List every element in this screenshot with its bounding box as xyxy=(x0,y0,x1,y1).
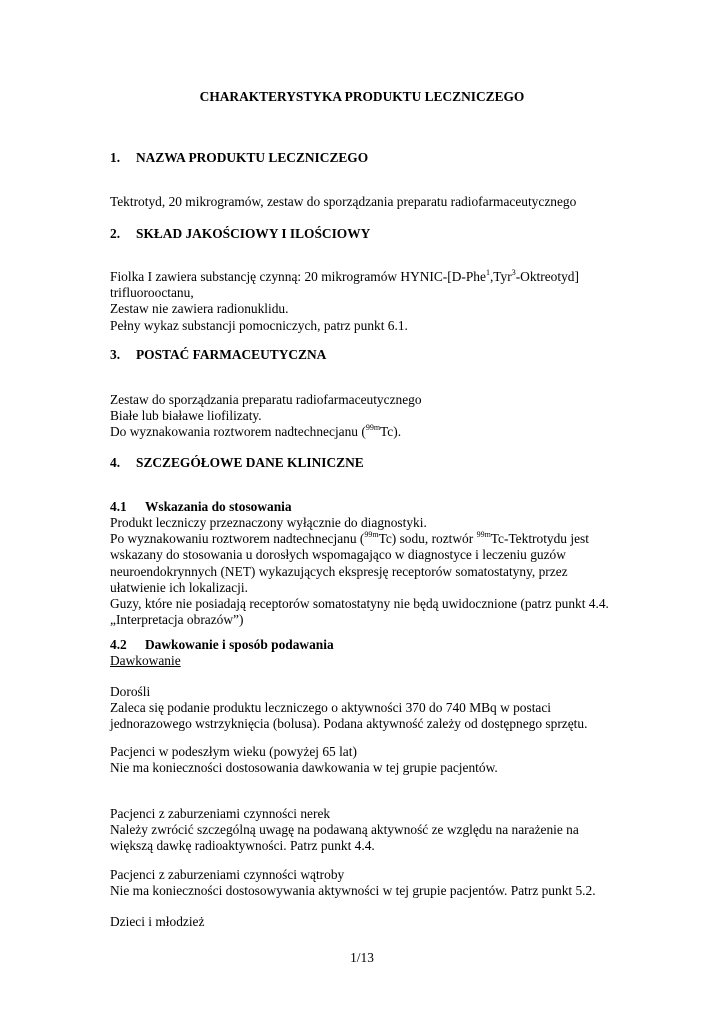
section-2-body xyxy=(110,269,579,334)
section-3-number: 3. xyxy=(110,347,121,362)
hepatic-label: Pacjenci z zaburzeniami czynności wątroby xyxy=(110,867,345,882)
section-2-line-4: Pełny wykaz substancji pomocniczych, patrz punkt 6.1. xyxy=(110,317,408,333)
section-4-1-line-2: Po wyznakowaniu roztworem nadtechnecjanu ($^{99m}$Tc) sodu, roztwór $^{99m}$Tc-Tektrotydu jest xyxy=(110,529,589,547)
section-4-1-body xyxy=(110,515,609,628)
section-2-line-3: Zestaw nie zawiera radionuklidu. xyxy=(110,301,289,317)
section-3-line-2: Białe lub białawe liofilizaty. xyxy=(110,408,262,424)
renal-label: Pacjenci z zaburzeniami czynności nerek xyxy=(110,806,331,821)
section-3-line-1: Zestaw do sporządzania preparatu radiofarmaceutycznego xyxy=(110,392,422,407)
elderly-block xyxy=(110,744,498,776)
section-4-2-number: 4.2 xyxy=(110,637,127,652)
elderly-label: Pacjenci w podeszłym wieku (powyżej 65 lat) xyxy=(110,744,357,759)
children-label: Dzieci i młodzież xyxy=(110,914,205,929)
section-2-line-2: trifluorooctanu, xyxy=(110,285,194,301)
elderly-line-1: Nie ma konieczności dostosowania dawkowania w tej grupie pacjentów. xyxy=(110,760,498,776)
document-title: CHARAKTERYSTYKA PRODUKTU LECZNICZEGO xyxy=(199,89,525,104)
hepatic-block xyxy=(110,867,596,899)
section-4-1-line-7: „Interpretacja obrazów”) xyxy=(110,612,244,628)
renal-line-1: Należy zwrócić szczególną uwagę na podawaną aktywność ze względu na narażenie na xyxy=(110,822,579,838)
section-4-1-line-4: neuroendokrynnych (NET) wykazujących ekspresję receptorów somatostatyny, przez xyxy=(110,563,568,579)
section-3-body xyxy=(110,392,422,441)
section-4-1-line-5: ułatwienie ich lokalizacji. xyxy=(110,579,248,595)
adults-block xyxy=(110,684,587,733)
section-4-number: 4. xyxy=(110,455,121,470)
section-2-line-1: Fiolka I zawiera substancję czynną: 20 mikrogramów HYNIC-[D-Phe$^1$,Tyr$^3$-Oktreotyd] xyxy=(110,267,579,284)
section-4-2-heading: Dawkowanie i sposób podawania xyxy=(145,637,334,652)
section-3-heading: POSTAĆ FARMACEUTYCZNA xyxy=(136,347,327,362)
section-4-1-number: 4.1 xyxy=(110,499,127,514)
page-number: 1/13 xyxy=(350,950,374,965)
hepatic-line-1: Nie ma konieczności dostosowywania aktywności w tej grupie pacjentów. Patrz punkt 5.2. xyxy=(110,883,596,899)
dawkowanie-subheading: Dawkowanie xyxy=(110,653,181,668)
section-1-heading: NAZWA PRODUKTU LECZNICZEGO xyxy=(136,150,369,165)
adults-line-2: jednorazowego wstrzyknięcia (bolusa). Podana aktywność zależy od dostępnego sprzętu. xyxy=(110,716,588,732)
renal-line-2: większą dawkę radioaktywności. Patrz punkt 4.4. xyxy=(110,838,375,854)
section-2-heading: SKŁAD JAKOŚCIOWY I ILOŚCIOWY xyxy=(136,226,371,241)
adults-label: Dorośli xyxy=(110,684,151,699)
section-2-number: 2. xyxy=(110,226,121,241)
renal-block xyxy=(110,806,579,855)
section-4-1-line-1: Produkt leczniczy przeznaczony wyłącznie do diagnostyki. xyxy=(110,515,427,530)
section-4-1-line-3: wskazany do stosowania u dorosłych wspomagająco w diagnostyce i leczeniu guzów xyxy=(110,547,566,563)
adults-line-1: Zaleca się podanie produktu leczniczego o aktywności 370 do 740 MBq w postaci xyxy=(110,700,552,716)
section-4-1-heading: Wskazania do stosowania xyxy=(145,499,292,514)
section-1-number: 1. xyxy=(110,150,121,165)
section-4-1-line-6: Guzy, które nie posiadają receptorów somatostatyny nie będą uwidocznione (patrz punkt 4.4. xyxy=(110,596,609,612)
section-1-text: Tektrotyd, 20 mikrogramów, zestaw do sporządzania preparatu radiofarmaceutycznego xyxy=(110,194,577,209)
section-4-heading: SZCZEGÓŁOWE DANE KLINICZNE xyxy=(136,455,364,470)
section-3-line-3: Do wyznakowania roztworem nadtechnecjanu ($^{99m}$Tc). xyxy=(110,422,402,440)
